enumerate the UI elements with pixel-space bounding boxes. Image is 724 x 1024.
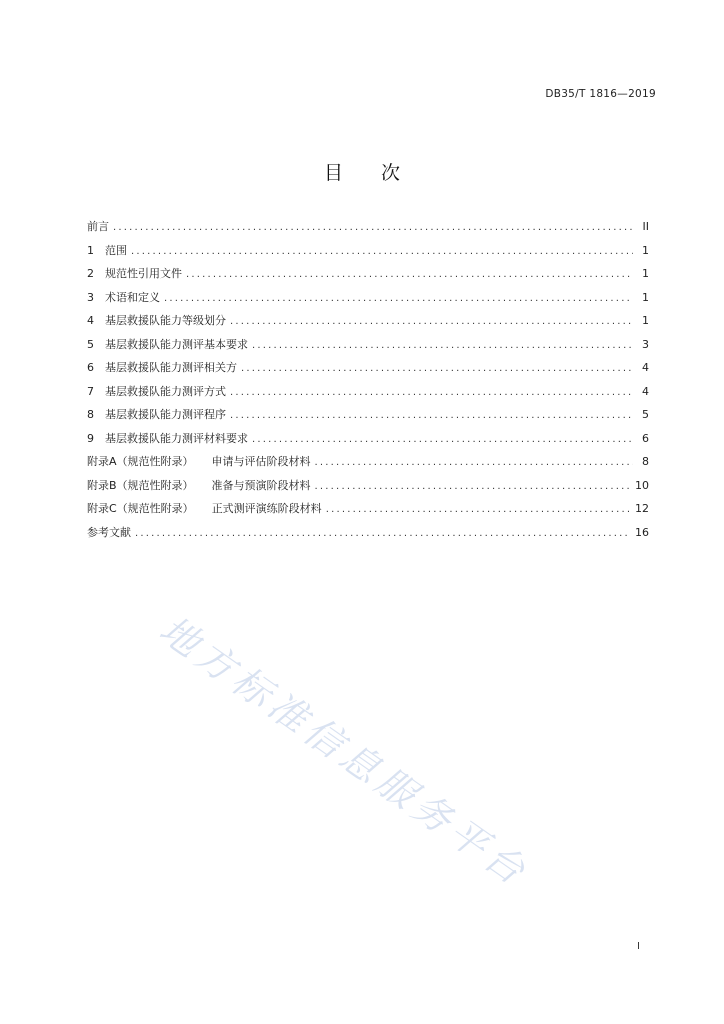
toc-leader-dots	[315, 481, 629, 492]
toc-annex-title: 正式测评演练阶段材料	[211, 502, 322, 515]
page-number: I	[637, 941, 640, 952]
toc-entry-page: 1	[642, 314, 649, 327]
toc-entry-label: 附录B（规范性附录）	[87, 478, 194, 492]
toc-entry-section-5[interactable]	[87, 336, 649, 360]
toc-entry-number: 5	[87, 337, 94, 351]
toc-entry-normative-references[interactable]	[87, 265, 649, 289]
toc-entry-label: 基层救援队能力测评程序	[105, 408, 226, 421]
toc-entry-bibliography[interactable]	[87, 524, 649, 548]
toc-leader-dots	[135, 528, 629, 539]
toc-entry-number: 9	[87, 431, 94, 445]
toc-entry-number: 6	[87, 361, 94, 374]
toc-entry-label: 规范性引用文件	[105, 267, 182, 280]
toc-entry-page: 12	[635, 502, 649, 515]
toc-entry-terms-definitions[interactable]	[87, 289, 649, 313]
toc-entry-section-9[interactable]	[87, 430, 649, 454]
table-of-contents	[87, 218, 649, 547]
toc-entry-foreword[interactable]	[87, 218, 649, 242]
toc-leader-dots	[326, 504, 629, 515]
toc-entry-page: 1	[642, 243, 649, 257]
toc-entry-label: 基层救援队能力等级划分	[105, 314, 226, 327]
toc-entry-label: 附录A（规范性附录）	[87, 455, 194, 468]
toc-entry-number: 4	[87, 314, 94, 327]
watermark-text: 地方标准信息服务平台	[151, 607, 538, 896]
toc-leader-dots	[113, 222, 633, 233]
toc-entry-page: II	[642, 220, 649, 233]
toc-entry-annex-c[interactable]	[87, 500, 649, 524]
toc-title-part1: 目	[323, 162, 343, 184]
toc-entry-page: 8	[642, 455, 649, 468]
toc-entry-page: 16	[635, 525, 649, 539]
toc-leader-dots	[230, 410, 633, 421]
toc-title	[0, 158, 724, 185]
toc-entry-label: 附录C（规范性附录）	[87, 502, 194, 515]
toc-entry-section-6[interactable]	[87, 359, 649, 383]
toc-entry-label: 范围	[105, 243, 127, 257]
toc-entry-scope[interactable]	[87, 242, 649, 266]
toc-entry-annex-b[interactable]	[87, 477, 649, 501]
toc-leader-dots	[241, 363, 633, 374]
toc-leader-dots	[315, 457, 633, 468]
toc-entry-label: 基层救援队能力测评基本要求	[105, 337, 248, 351]
toc-entry-page: 6	[642, 431, 649, 445]
toc-annex-title: 准备与预演阶段材料	[211, 478, 311, 492]
toc-annex-title: 申请与评估阶段材料	[211, 455, 311, 468]
toc-entry-page: 10	[635, 478, 649, 492]
toc-entry-label: 参考文献	[87, 525, 131, 539]
toc-entry-page: 4	[642, 361, 649, 374]
toc-entry-label: 术语和定义	[105, 290, 160, 304]
toc-leader-dots	[252, 340, 633, 351]
toc-entry-number: 2	[87, 267, 94, 280]
toc-title-part2: 次	[381, 162, 401, 184]
toc-leader-dots	[164, 293, 633, 304]
toc-entry-page: 1	[642, 290, 649, 304]
toc-leader-dots	[131, 246, 633, 257]
toc-leader-dots	[230, 316, 633, 327]
toc-entry-page: 5	[642, 408, 649, 421]
document-code: DB35/T 1816—2019	[545, 88, 656, 100]
toc-leader-dots	[252, 434, 633, 445]
toc-leader-dots	[186, 269, 633, 280]
toc-entry-number: 7	[87, 384, 94, 398]
toc-entry-label: 基层救援队能力测评相关方	[105, 361, 237, 374]
toc-entry-annex-a[interactable]	[87, 453, 649, 477]
toc-entry-page: 3	[642, 337, 649, 351]
toc-entry-label: 前言	[87, 220, 109, 233]
toc-entry-section-8[interactable]	[87, 406, 649, 430]
toc-entry-label: 基层救援队能力测评方式	[105, 384, 226, 398]
toc-entry-label: 基层救援队能力测评材料要求	[105, 431, 248, 445]
toc-entry-page: 1	[642, 267, 649, 280]
toc-leader-dots	[230, 387, 633, 398]
toc-entry-section-7[interactable]	[87, 383, 649, 407]
toc-entry-number: 1	[87, 243, 94, 257]
toc-entry-number: 8	[87, 408, 94, 421]
toc-entry-page: 4	[642, 384, 649, 398]
toc-entry-section-4[interactable]	[87, 312, 649, 336]
toc-entry-number: 3	[87, 290, 94, 304]
